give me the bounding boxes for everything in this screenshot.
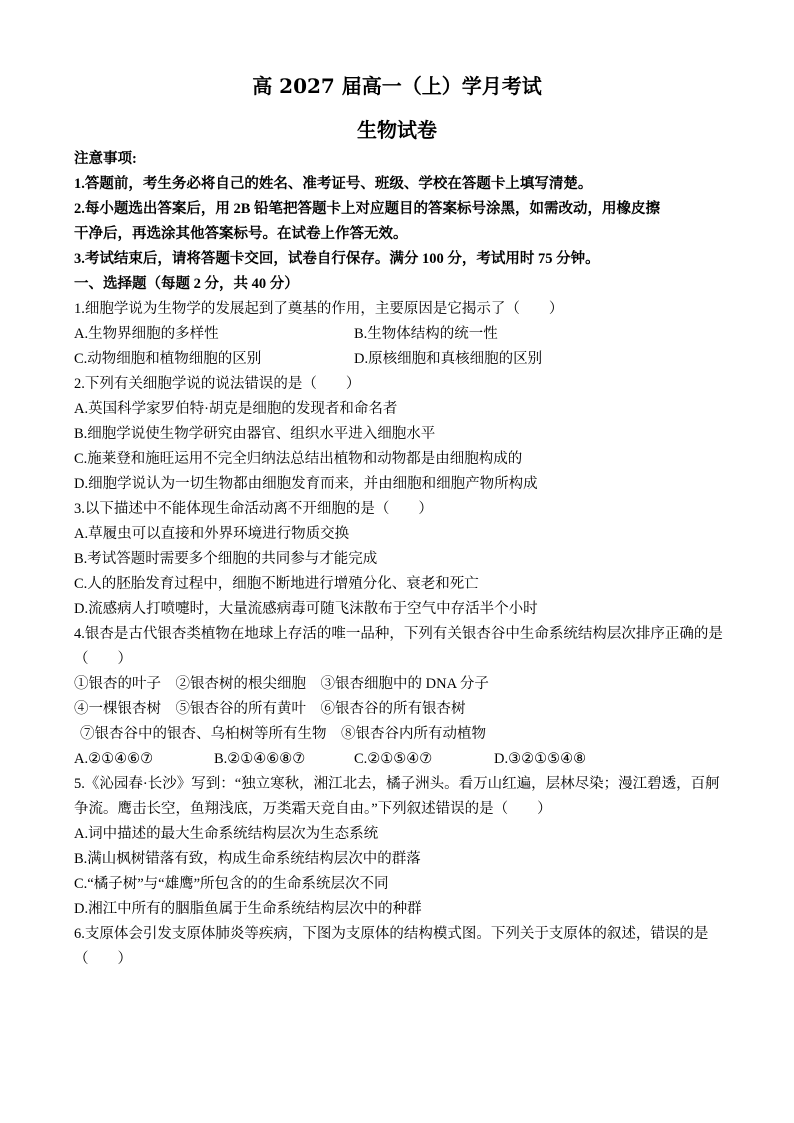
option-b: B.考试答题时需要多个细胞的共同参与才能完成 bbox=[74, 551, 378, 567]
option-a: A.英国科学家罗伯特·胡克是细胞的发现者和命名者 bbox=[74, 401, 398, 417]
item-list: ①银杏的叶子 ②银杏树的根尖细胞 ③银杏细胞中的 DNA 分子 bbox=[74, 676, 489, 692]
option-c: C.人的胚胎发育过程中，细胞不断地进行增殖分化、衰老和死亡 bbox=[74, 576, 479, 592]
option-a: A.词中描述的最大生命系统结构层次为生态系统 bbox=[74, 826, 379, 842]
item-list: ⑦银杏谷中的银杏、乌桕树等所有生物 ⑧银杏谷内所有动植物 bbox=[80, 726, 486, 742]
section-heading: 一、选择题（每题 2 分，共 40 分） bbox=[74, 276, 299, 292]
question-stem: 2.下列有关细胞学说的说法错误的是（ ） bbox=[74, 376, 361, 392]
question-stem-cont: （ ） bbox=[74, 651, 132, 667]
question-stem-cont: 争流。鹰击长空，鱼翔浅底，万类霜天竞自由。”下列叙述错误的是（ ） bbox=[74, 801, 552, 817]
option-b: B.细胞学说使生物学研究由器官、组织水平进入细胞水平 bbox=[74, 426, 436, 442]
question-stem: 1.细胞学说为生物学的发展起到了奠基的作用，主要原因是它揭示了（ ） bbox=[74, 301, 564, 317]
option-d: D.③②①⑤④⑧ bbox=[494, 751, 587, 767]
option-a: A.生物界细胞的多样性 bbox=[74, 326, 219, 342]
option-row bbox=[74, 322, 730, 347]
option-a: A.②①④⑥⑦ bbox=[74, 751, 154, 767]
notice-block bbox=[74, 147, 730, 297]
exam-title: 高 2027 届高一（上）学月考试 bbox=[252, 74, 542, 98]
option-c: C.“橘子树”与“雄鹰”所包含的的生命系统层次不同 bbox=[74, 876, 389, 892]
option-d: D.原核细胞和真核细胞的区别 bbox=[354, 351, 543, 367]
notice-item: 2.每小题选出答案后，用 2B 铅笔把答题卡上对应题目的答案标号涂黑，如需改动，用橡皮擦 bbox=[74, 201, 661, 217]
option-row bbox=[74, 347, 730, 372]
option-c: C.②①⑤④⑦ bbox=[354, 751, 433, 767]
notice-heading: 注意事项: bbox=[74, 151, 137, 167]
option-b: B.满山枫树错落有致，构成生命系统结构层次中的群落 bbox=[74, 851, 421, 867]
option-d: D.流感病人打喷嚏时，大量流感病毒可随飞沫散布于空气中存活半个小时 bbox=[74, 601, 538, 617]
item-list: ④一棵银杏树 ⑤银杏谷的所有黄叶 ⑥银杏谷的所有银杏树 bbox=[74, 701, 466, 717]
option-row bbox=[74, 747, 730, 772]
exam-subtitle: 生物试卷 bbox=[357, 118, 437, 142]
question-stem: 3.以下描述中不能体现生命活动离不开细胞的是（ ） bbox=[74, 501, 433, 517]
notice-item: 干净后，再选涂其他答案标号。在试卷上作答无效。 bbox=[74, 226, 408, 242]
question-stem: 4.银杏是古代银杏类植物在地球上存活的唯一品种，下列有关银杏谷中生命系统结构层次排序正确的是 bbox=[74, 626, 723, 642]
notice-item: 3.考试结束后，请将答题卡交回，试卷自行保存。满分 100 分，考试用时 75 分钟。 bbox=[74, 251, 600, 267]
option-c: C.动物细胞和植物细胞的区别 bbox=[74, 351, 262, 367]
option-d: D.湘江中所有的胭脂鱼属于生命系统结构层次中的种群 bbox=[74, 901, 422, 917]
question-stem: 6.支原体会引发支原体肺炎等疾病，下图为支原体的结构模式图。下列关于支原体的叙述，错误的是 bbox=[74, 926, 709, 942]
question-stem: 5.《沁园春·长沙》写到：“独立寒秋，湘江北去，橘子洲头。看万山红遍，层林尽染；漫江碧透，百舸 bbox=[74, 776, 720, 792]
option-b: B.②①④⑥⑧⑦ bbox=[214, 751, 306, 767]
option-b: B.生物体结构的统一性 bbox=[354, 326, 498, 342]
option-a: A.草履虫可以直接和外界环境进行物质交换 bbox=[74, 526, 350, 542]
question-stem-cont: （ ） bbox=[74, 951, 132, 967]
option-c: C.施莱登和施旺运用不完全归纳法总结出植物和动物都是由细胞构成的 bbox=[74, 451, 523, 467]
questions-block bbox=[74, 297, 730, 972]
option-d: D.细胞学说认为一切生物都由细胞发育而来，并由细胞和细胞产物所构成 bbox=[74, 476, 538, 492]
notice-item: 1.答题前，考生务必将自己的姓名、准考证号、班级、学校在答题卡上填写清楚。 bbox=[74, 176, 593, 192]
